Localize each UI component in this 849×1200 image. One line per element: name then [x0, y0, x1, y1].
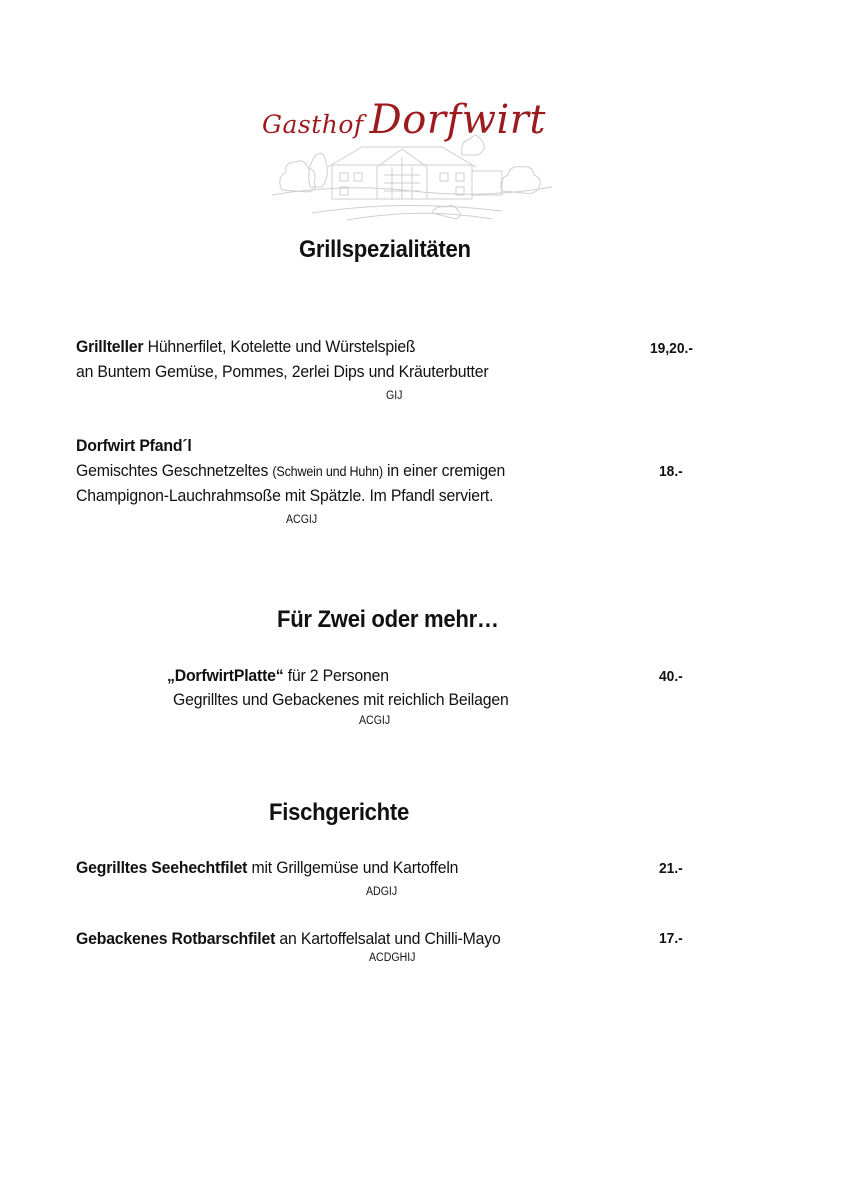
dish-line: [76, 858, 458, 878]
allergen-codes: ACGIJ: [359, 715, 391, 727]
dish-name: Grillteller: [76, 337, 144, 356]
dish-name: Gebackenes Rotbarschfilet: [76, 929, 276, 948]
dish-price: 18.-: [659, 463, 683, 480]
dish-line: [76, 929, 501, 949]
dish-name: Gegrilltes Seehechtfilet: [76, 858, 248, 877]
allergen-codes: GIJ: [386, 390, 403, 402]
restaurant-logo: [252, 95, 562, 225]
dish-description: mit Grillgemüse und Kartoffeln: [251, 858, 459, 877]
dish-portion: für 2 Personen: [287, 666, 389, 685]
dish-line: [76, 337, 415, 357]
dish-name-text: Dorfwirt Pfand´l: [76, 436, 192, 455]
dish-description-meat: (Schwein und Huhn): [272, 464, 383, 479]
dish-description-line-2: an Buntem Gemüse, Pommes, 2erlei Dips und Kräuterbutter: [76, 362, 489, 381]
allergen-codes: ACGIJ: [286, 514, 318, 526]
dish-price: 40.-: [659, 668, 683, 685]
logo-name: Dorfwirt: [369, 97, 546, 143]
dish-name: „DorfwirtPlatte“: [167, 666, 284, 685]
dish-description: Hühnerfilet, Kotelette und Würstelspieß: [147, 337, 416, 356]
allergen-codes: ACDGHIJ: [369, 952, 416, 964]
dish-description: an Kartoffelsalat und Chilli-Mayo: [279, 929, 501, 948]
dish-price: 17.-: [659, 930, 683, 947]
dish-description: Gegrilltes und Gebackenes mit reichlich Beilagen: [173, 690, 509, 709]
allergen-codes: ADGIJ: [366, 886, 398, 898]
section-title-fish: Fischgerichte: [269, 799, 409, 826]
dish-line: [167, 666, 389, 686]
dish-description-line-1: [76, 461, 505, 481]
dish-price: 19,20.-: [650, 340, 693, 357]
dish-name: [76, 436, 192, 456]
logo-prefix: Gasthof: [262, 110, 364, 139]
dish-description-part: in einer cremigen: [387, 461, 506, 480]
section-title-for-two: Für Zwei oder mehr…: [277, 606, 499, 633]
logo-wordmark: [262, 97, 546, 143]
section-title-grill: Grillspezialitäten: [299, 236, 471, 263]
dish-price: 21.-: [659, 860, 683, 877]
dish-description-line-2: Champignon-Lauchrahmsoße mit Spätzle. Im Pfandl serviert.: [76, 486, 494, 505]
dish-description-part: Gemischtes Geschnetzeltes: [76, 461, 269, 480]
